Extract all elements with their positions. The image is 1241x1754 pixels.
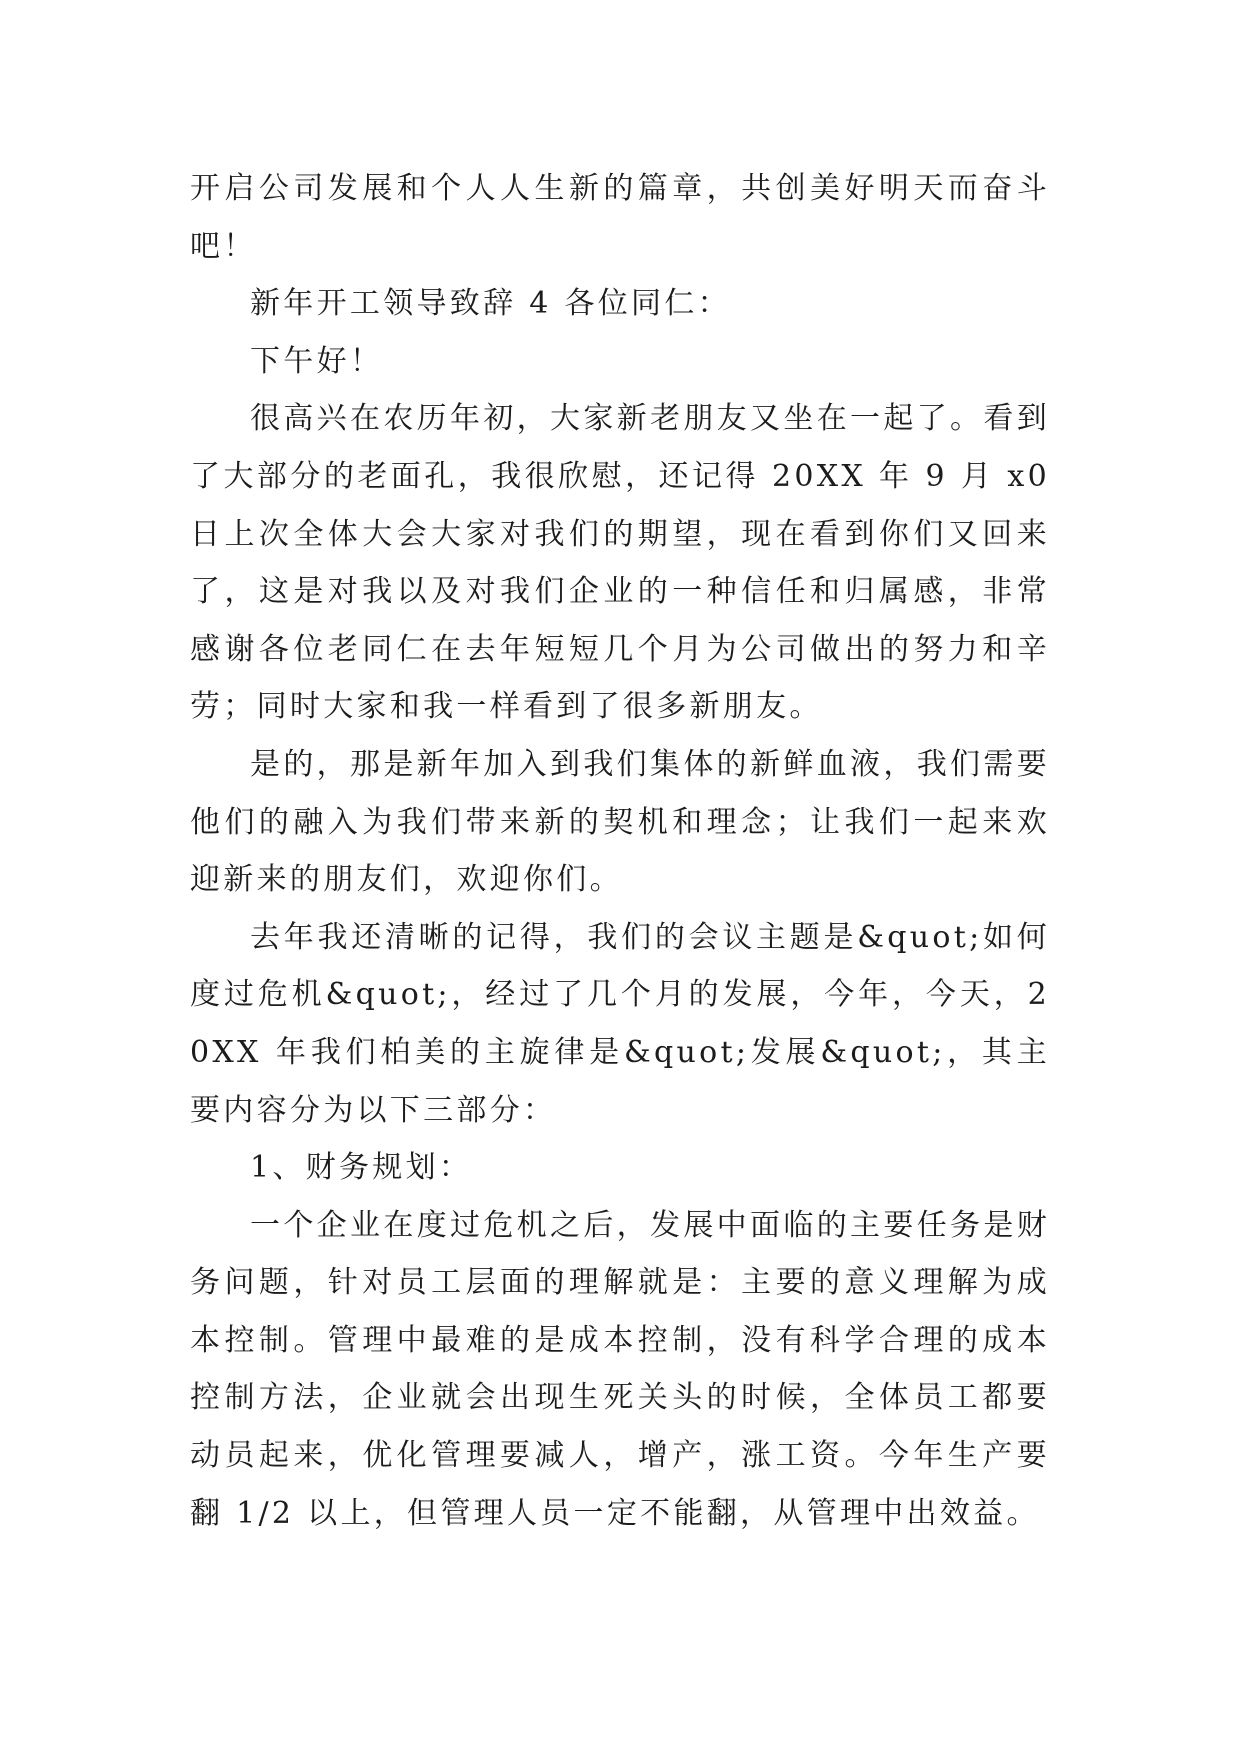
- paragraph-meeting-theme: 去年我还清晰的记得，我们的会议主题是&quot;如何度过危机&quot;，经过了几个月的发展，今年，今天，20XX 年我们柏美的主旋律是&quot;发展&quot;，其主要内容分为以下三部分：: [190, 919, 1050, 1128]
- paragraph-finance-body: 一个企业在度过危机之后，发展中面临的主要任务是财务问题，针对员工层面的理解就是：主要的意义理解为成本控制。管理中最难的是成本控制，没有科学合理的成本控制方法，企业就会出现生死关头的时候，全体员工都要动员起来，优化管理要减人，增产，涨工资。今年生产要翻 1/2 以上，但管理人员一定不能翻，从管理中出效益。: [190, 1207, 1050, 1531]
- document-body: [190, 160, 1050, 1542]
- paragraph-speech-title: 新年开工领导致辞 4 各位同仁：: [250, 286, 731, 322]
- paragraph-closing-line: 开启公司发展和个人人生新的篇章，共创美好明天而奋斗吧！: [190, 171, 1050, 264]
- paragraph-welcome-back: 很高兴在农历年初，大家新老朋友又坐在一起了。看到了大部分的老面孔，我很欣慰，还记得 20XX 年 9 月 x0 日上次全体大会大家对我们的期望，现在看到你们又回来了，这是对我以及对我们企业的一种信任和归属感，非常感谢各位老同仁在去年短短几个月为公司做出的努力和辛劳；同时大家和我一样看到了很多新朋友。: [190, 401, 1050, 725]
- paragraph-section-heading-finance: 1、财务规划：: [250, 1150, 473, 1186]
- paragraph-greeting: 下午好！: [250, 343, 384, 379]
- paragraph-new-friends: 是的，那是新年加入到我们集体的新鲜血液，我们需要他们的融入为我们带来新的契机和理念；让我们一起来欢迎新来的朋友们，欢迎你们。: [190, 746, 1050, 898]
